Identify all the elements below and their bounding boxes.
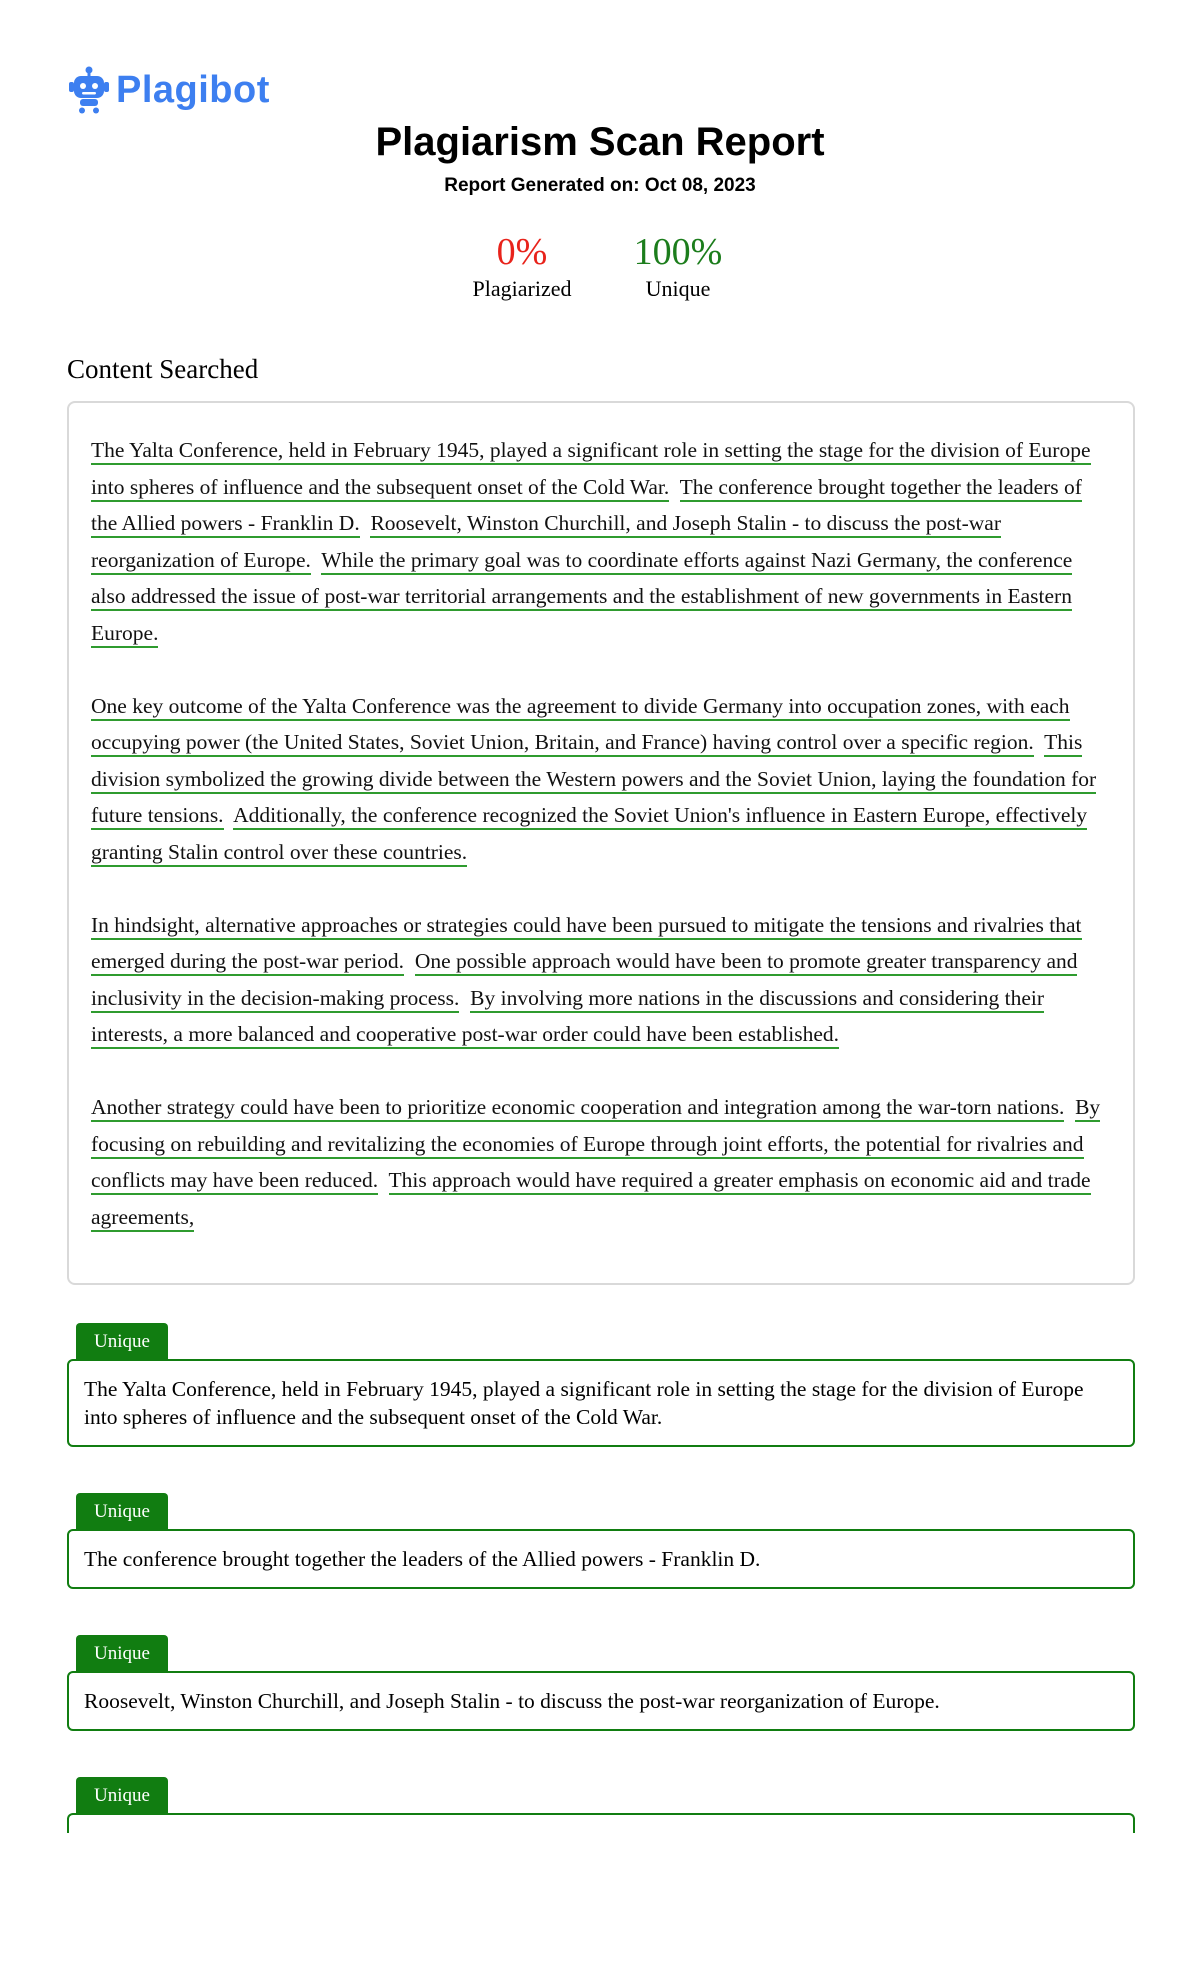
content-sentence: One key outcome of the Yalta Conference was the agreement to divide Germany into occupation zones, with each occupying power (the United States, Soviet Union, Britain, and France) having control over a specific region. <box>91 694 1070 758</box>
page-title: Plagiarism Scan Report <box>375 120 825 164</box>
brand-logo <box>68 66 270 114</box>
unique-badge: Unique <box>76 1635 168 1671</box>
content-sentence: While the primary goal was to coordinate efforts against Nazi Germany, the conference also addressed the issue of post-war territorial arrangements and the establishment of new governments in Eastern Europe. <box>91 548 1072 648</box>
content-paragraph <box>91 907 1111 1053</box>
unique-badge: Unique <box>76 1323 168 1359</box>
content-sentence: This division symbolized the growing divide between the Western powers and the Soviet Union, laying the foundation for future tensions. <box>91 730 1096 830</box>
report-date: Report Generated on: Oct 08, 2023 <box>444 175 756 196</box>
unique-stat <box>625 230 731 304</box>
result-card <box>67 1813 1135 1833</box>
content-paragraph <box>91 688 1111 871</box>
score-summary <box>0 230 1200 304</box>
content-sentence: In hindsight, alternative approaches or strategies could have been pursued to mitigate the tensions and rivalries that emerged during the post-war period. <box>91 913 1082 977</box>
content-sentence: The Yalta Conference, held in February 1945, played a significant role in setting the stage for the division of Europe into spheres of influence and the subsequent onset of the Cold War. <box>91 438 1091 502</box>
content-sentence: Additionally, the conference recognized the Soviet Union's influence in Eastern Europe, effectively granting Stalin control over these countries. <box>91 803 1087 867</box>
content-searched-heading: Content Searched <box>67 354 259 384</box>
content-paragraph <box>91 432 1111 651</box>
result-card: The Yalta Conference, held in February 1945, played a significant role in setting the stage for the division of Europe into spheres of influence and the subsequent onset of the Cold War. <box>67 1359 1135 1447</box>
unique-percent: 100% <box>633 231 723 273</box>
unique-badge: Unique <box>76 1777 168 1813</box>
content-sentence: Another strategy could have been to prioritize economic cooperation and integration among the war-torn nations. <box>91 1095 1064 1122</box>
result-card: Roosevelt, Winston Churchill, and Joseph Stalin - to discuss the post-war reorganization of Europe. <box>67 1671 1135 1731</box>
unique-label: Unique <box>645 276 711 301</box>
content-sentence: Roosevelt, Winston Churchill, and Joseph Stalin - to discuss the post-war reorganization of Europe. <box>91 511 1001 575</box>
brand-name: Plagibot <box>116 69 270 111</box>
result-card: The conference brought together the leaders of the Allied powers - Franklin D. <box>67 1529 1135 1589</box>
plagiarized-percent: 0% <box>496 231 548 273</box>
content-sentence: By focusing on rebuilding and revitalizing the economies of Europe through joint efforts, the potential for rivalries and conflicts may have been reduced. <box>91 1095 1100 1195</box>
content-sentence: The conference brought together the leaders of the Allied powers - Franklin D. <box>91 475 1082 539</box>
content-sentence: By involving more nations in the discussions and considering their interests, a more balanced and cooperative post-war order could have been established. <box>91 986 1044 1050</box>
content-searched-box <box>67 401 1135 1285</box>
plagiarized-label: Plagiarized <box>472 276 572 301</box>
content-sentence: This approach would have required a greater emphasis on economic aid and trade agreements, <box>91 1168 1091 1232</box>
content-sentence: One possible approach would have been to promote greater transparency and inclusivity in the decision-making process. <box>91 949 1077 1013</box>
unique-badge: Unique <box>76 1493 168 1529</box>
content-paragraph <box>91 1089 1111 1235</box>
plagiarized-stat <box>469 230 575 304</box>
robot-icon <box>68 66 110 114</box>
